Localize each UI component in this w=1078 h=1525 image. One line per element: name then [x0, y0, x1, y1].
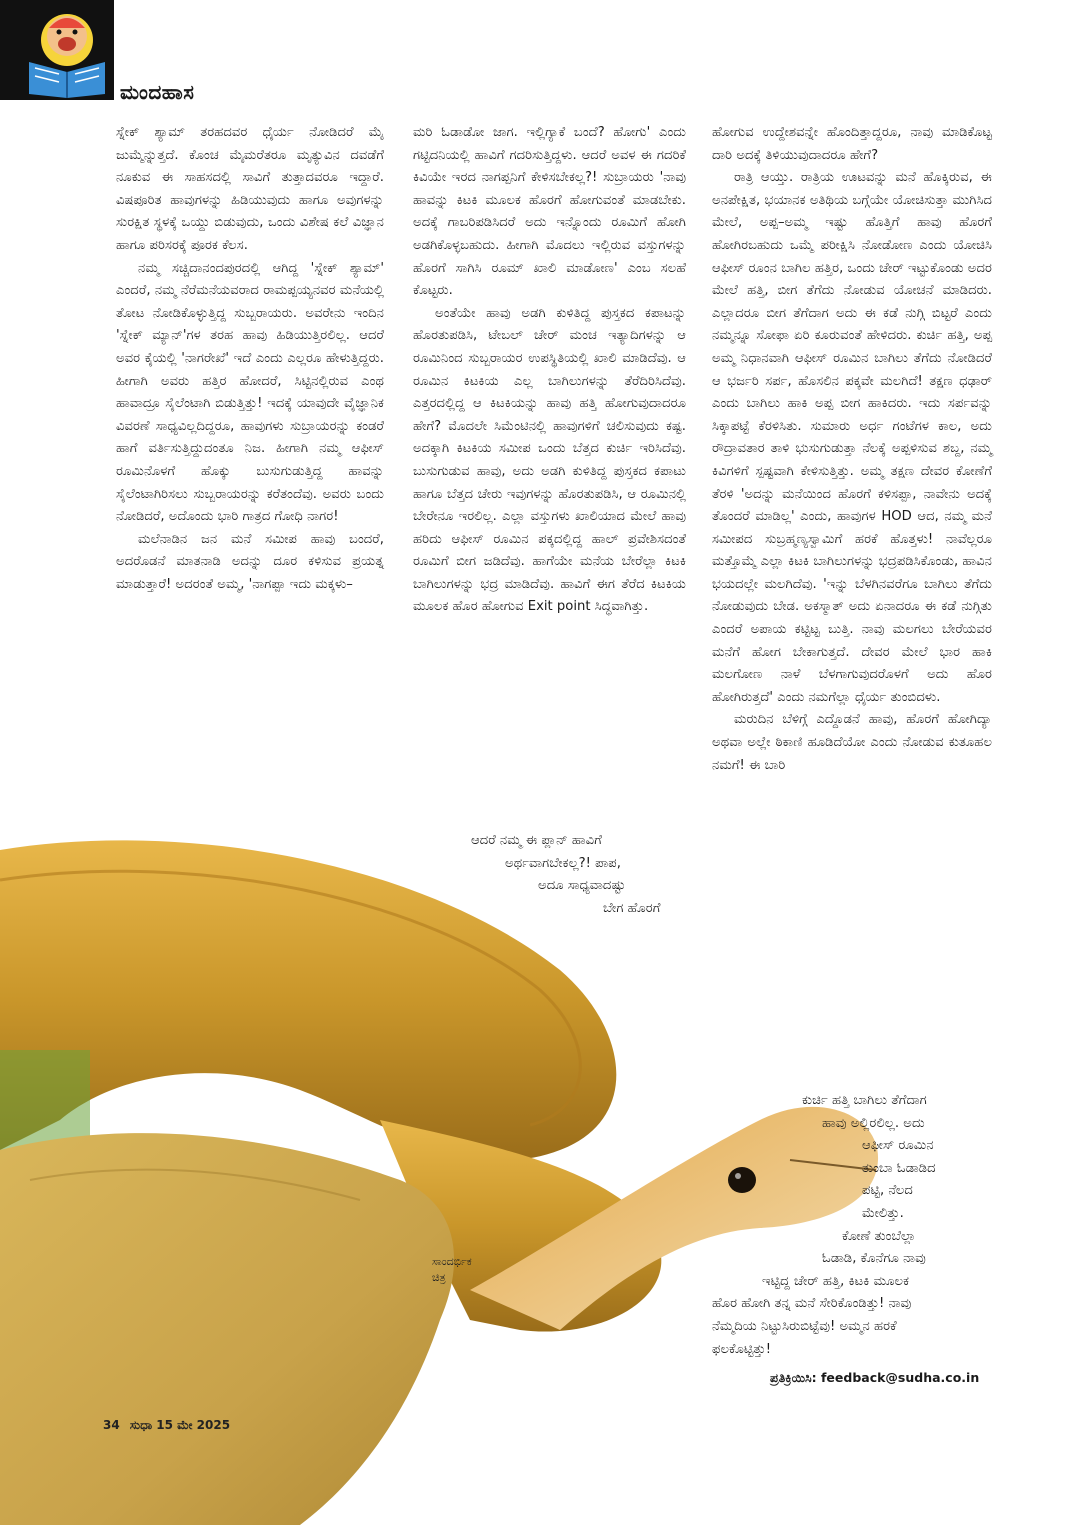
- wrapped-line: ಮೇಲಿತ್ತು.: [862, 1205, 904, 1221]
- section-title: ಮಂದಹಾಸ: [120, 80, 195, 104]
- section-logo: [20, 0, 114, 100]
- wrapped-line: ಆದರೆ ನಮ್ಮ ಈ ಪ್ಲಾನ್ ಹಾವಿಗೆ: [471, 833, 602, 848]
- paragraph: ಹೋಗುವ ಉದ್ದೇಶವನ್ನೇ ಹೊಂದಿತ್ತಾದ್ದರೂ, ನಾವು ಮಾಡಿಕೊಟ್ಟ ದಾರಿ ಅದಕ್ಕೆ ತಿಳಿಯುವುದಾದರೂ ಹೇಗೆ?: [712, 125, 992, 163]
- wrapped-line: ಆಫೀಸ್ ರೂಮಿನ: [862, 1138, 934, 1154]
- laughing-reader-icon: [23, 6, 111, 98]
- paragraph: ಮರುದಿನ ಬೆಳಿಗ್ಗೆ ಎದ್ದೊಡನೆ ಹಾವು, ಹೊರಗೆ ಹೋಗಿದ್ಯಾ ಅಥವಾ ಅಲ್ಲೇ ಠಿಕಾಣಿ ಹೂಡಿದೆಯೋ ಎಂದು ನೋಡುವ ಕುತೂಹಲ ನಮಗೆ! ಈ ಬಾರಿ: [712, 712, 992, 773]
- page-number: 34: [103, 1418, 120, 1432]
- magazine-date: ಸುಧಾ 15 ಮೇ 2025: [129, 1418, 231, 1432]
- article-column-2-wrap: [413, 830, 686, 920]
- wrapped-line: ತುಂಬಾ ಓಡಾಡಿದ: [862, 1160, 936, 1176]
- wrapped-line: ಹೊರ ಹೋಗಿ ತನ್ನ ಮನೆ ಸೇರಿಕೊಂಡಿತ್ತು! ನಾವು: [712, 1296, 912, 1312]
- wrapped-line: ಇಟ್ಟಿದ್ದ ಚೇರ್ ಹತ್ತಿ, ಕಿಟಕಿ ಮೂಲಕ: [762, 1273, 910, 1289]
- feedback-line: ಪ್ರತಿಕ್ರಿಯಿಸಿ: feedback@sudha.co.in: [770, 1370, 980, 1385]
- paragraph: ಮರಿ ಓಡಾಡೋ ಜಾಗ. ಇಲ್ಲಿಗ್ಯಾಕೆ ಬಂದೆ? ಹೋಗು' ಎಂದು ಗಟ್ಟಿದನಿಯಲ್ಲಿ ಹಾವಿಗೆ ಗದರಿಸುತ್ತಿದ್ದಳು. ಆದರೆ ಅವಳ ಈ ಗದರಿಕೆ ಕಿವಿಯೇ ಇರದ ನಾಗಪ್ಪನಿಗೆ ಕೇಳಿಸಬೇಕಲ್ಲ?! ಸುಬ್ರಾಯರು 'ನಾವು ಹಾವನ್ನು ಕಿಟಕಿ ಮೂಲಕ ಹೊರಗೆ ಹೋಗುವಂತೆ ಮಾಡಬೇಕು. ಅದಕ್ಕೆ ಗಾಬರಿಪಡಿಸಿದರೆ ಅದು ಇನ್ನೊಂದು ರೂಮಿಗೆ ಹೋಗಿ ಅಡಗಿಕೊಳ್ಳಬಹುದು. ಹೀಗಾಗಿ ಮೊದಲು ಇಲ್ಲಿರುವ ವಸ್ತುಗಳನ್ನು ಹೊರಗೆ ಸಾಗಿಸಿ ರೂಮ್ ಖಾಲಿ ಮಾಡೋಣ' ಎಂಬ ಸಲಹೆ ಕೊಟ್ಟರು.: [413, 125, 686, 299]
- paragraph: ರಾತ್ರಿ ಆಯ್ತು. ರಾತ್ರಿಯ ಊಟವನ್ನು ಮನೆ ಹೊಕ್ಕಿರುವ, ಈ ಅನಪೇಕ್ಷಿತ, ಭಯಾನಕ ಅತಿಥಿಯ ಬಗ್ಗೆಯೇ ಯೋಚಿಸುತ್ತಾ ಮುಗಿಸಿದ ಮೇಲೆ, ಅಪ್ಪ–ಅಮ್ಮ ಇಷ್ಟು ಹೊತ್ತಿಗೆ ಹಾವು ಹೊರಗೆ ಹೋಗಿರಬಹುದು ಒಮ್ಮೆ ಪರೀಕ್ಷಿಸಿ ನೋಡೋಣ ಎಂದು ಯೋಚಿಸಿ ಆಫೀಸ್ ರೂಂನ ಬಾಗಿಲ ಹತ್ತಿರ, ಒಂದು ಚೇರ್ ಇಟ್ಟುಕೊಂಡು ಅದರ ಮೇಲೆ ಹತ್ತಿ, ಬೀಗ ತೆಗೆದು ನೋಡುವ ಯೋಚನೆ ಮಾಡಿದರು. ಎಲ್ಲಾದರೂ ಬೀಗ ತೆಗೆದಾಗ ಅದು ಈ ಕಡೆ ನುಗ್ಗಿ ಬಿಟ್ಟರೆ ಎಂದು ನಮ್ಮನ್ನೂ ಸೋಫಾ ಏರಿ ಕೂರುವಂತೆ ಹೇಳಿದರು. ಕುರ್ಚಿ ಹತ್ತಿ, ಅಪ್ಪ ಅಮ್ಮ ನಿಧಾನವಾಗಿ ಆಫೀಸ್ ರೂಮಿನ ಬಾಗಿಲು ತೆಗೆದು ನೋಡಿದರೆ ಆ ಭರ್ಜರಿ ಸರ್ಪ, ಹೊಸಲಿನ ಪಕ್ಕವೇ ಮಲಗಿದೆ! ತಕ್ಷಣ ಧಢಾರ್ ಎಂದು ಬಾಗಿಲು ಹಾಕಿ ಅಪ್ಪ ಬೀಗ ಹಾಕಿದರು. ಇದು ಸರ್ಪವನ್ನು ಸಿಕ್ಕಾಪಟ್ಟೆ ಕೆರಳಿಸಿತು. ಸುಮಾರು ಅರ್ಧ ಗಂಟೆಗಳ ಕಾಲ, ಅದು ರೌದ್ರಾವತಾರ ತಾಳಿ ಭುಸುಗುಡುತ್ತಾ ನೆಲಕ್ಕೆ ಅಪ್ಪಳಿಸುವ ಶಬ್ದ, ನಮ್ಮ ಕಿವಿಗಳಿಗೆ ಸ್ಪಷ್ಟವಾಗಿ ಕೇಳಿಸುತ್ತಿತ್ತು. ಅಮ್ಮ ತಕ್ಷಣ ದೇವರ ಕೋಣೆಗೆ ತೆರಳಿ 'ಅದನ್ನು ಮನೆಯಿಂದ ಹೊರಗೆ ಕಳಿಸಪ್ಪಾ, ನಾವೇನು ಅದಕ್ಕೆ ತೊಂದರೆ ಮಾಡಿಲ್ಲ' ಎಂದು, ಹಾವುಗಳ HOD ಆದ, ನಮ್ಮ ಮನೆ ಸಮೀಪದ ಸುಬ್ರಹ್ಮಣ್ಯಸ್ವಾಮಿಗೆ ಹರಕೆ ಹೊತ್ತಳು! ನಾವೆಲ್ಲರೂ ಮತ್ತೊಮ್ಮೆ ಎಲ್ಲಾ ಕಿಟಕಿ ಬಾಗಿಲುಗಳನ್ನು ಭದ್ರಪಡಿಸಿಕೊಂಡು, ಹಾವಿನ ಭಯದಲ್ಲೇ ಮಲಗಿದೆವು. 'ಇನ್ನು ಬೆಳಗಿನವರೆಗೂ ಬಾಗಿಲು ತೆಗೆದು ನೋಡುವುದು ಬೇಡ. ಅಕಸ್ಮಾತ್ ಅದು ಏನಾದರೂ ಈ ಕಡೆ ನುಗ್ಗಿತು ಎಂದರೆ ಅಪಾಯ ಕಟ್ಟಿಟ್ಟ ಬುತ್ತಿ. ನಾವು ಮಲಗಲು ಬೇರೆಯವರ ಮನೆಗೆ ಹೋಗ ಬೇಕಾಗುತ್ತದೆ. ದೇವರ ಮೇಲೆ ಭಾರ ಹಾಕಿ ಮಲಗೋಣ ನಾಳೆ ಬೆಳಗಾಗುವುದರೊಳಗೆ ಅದು ಹೊರ ಹೋಗಿರುತ್ತದೆ' ಎಂದು ನಮಗೆಲ್ಲಾ ಧೈರ್ಯ ತುಂಬಿದಳು.: [712, 170, 992, 705]
- article-column-3: [712, 122, 992, 777]
- wrapped-line: ಬೇಗ ಹೊರಗೆ: [603, 900, 661, 916]
- article-column-3-tail: [712, 1090, 992, 1361]
- paragraph: ಮಲೆನಾಡಿನ ಜನ ಮನೆ ಸಮೀಪ ಹಾವು ಬಂದರೆ, ಅದರೊಡನೆ ಮಾತನಾಡಿ ಅದನ್ನು ದೂರ ಕಳಿಸುವ ಪ್ರಯತ್ನ ಮಾಡುತ್ತಾರೆ! ಅದರಂತೆ ಅಮ್ಮ, 'ನಾಗಪ್ಪಾ ಇದು ಮಕ್ಕಳು–: [116, 531, 384, 592]
- paragraph: ನಮ್ಮ ಸಚ್ಚಿದಾನಂದಪುರದಲ್ಲಿ ಆಗಿದ್ದ 'ಸ್ನೇಕ್ ಶ್ಯಾಮ್' ಎಂದರೆ, ನಮ್ಮ ನೆರೆಮನೆಯವರಾದ ರಾಮಪ್ಪಯ್ಯನವರ ಮನೆಯಲ್ಲಿ ತೋಟ ನೋಡಿಕೊಳ್ಳುತ್ತಿದ್ದ ಸುಬ್ಬರಾಯರು. ಅವರೇನು ಇಂದಿನ 'ಸ್ನೇಕ್ ಮ್ಯಾನ್'ಗಳ ತರಹ ಹಾವು ಹಿಡಿಯುತ್ತಿರಲಿಲ್ಲ. ಆದರೆ ಅವರ ಕೈಯಲ್ಲಿ 'ನಾಗರೇಖೆ' ಇದೆ ಎಂದು ಎಲ್ಲರೂ ಹೇಳುತ್ತಿದ್ದರು. ಹೀಗಾಗಿ ಅವರು ಹತ್ತಿರ ಹೋದರೆ, ಸಿಟ್ಟಿನಲ್ಲಿರುವ ಎಂಥ ಹಾವಾದ್ರೂ ಸೈಲೆಂಟಾಗಿ ಬಿಡುತ್ತಿತ್ತು! ಇದಕ್ಕೆ ಯಾವುದೇ ವೈಜ್ಞಾನಿಕ ವಿವರಣೆ ಸಾಧ್ಯವಿಲ್ಲದಿದ್ದರೂ, ಹಾವುಗಳು ಸುಬ್ರಾಯರನ್ನು ಕಂಡರೆ ಹಾಗೆ ವರ್ತಿಸುತ್ತಿದ್ದುದಂತೂ ನಿಜ. ಹೀಗಾಗಿ ನಮ್ಮ ಆಫೀಸ್ ರೂಮಿನೊಳಗೆ ಹೊಕ್ಕು ಬುಸುಗುಡುತ್ತಿದ್ದ ಹಾವನ್ನು ಸೈಲೆಂಟಾಗಿರಿಸಲು ಸುಬ್ಬರಾಯರನ್ನು ಕರೆತಂದೆವು. ಅವರು ಬಂದು ನೋಡಿದರೆ, ಅದೊಂದು ಭಾರಿ ಗಾತ್ರದ ಗೋಧಿ ನಾಗರ!: [116, 260, 384, 525]
- caption-line: ಚಿತ್ರ: [432, 1271, 446, 1284]
- page-footer: [103, 1418, 230, 1433]
- wrapped-line: ಅರ್ಥವಾಗಬೇಕಲ್ಲ?! ಪಾಪ,: [505, 855, 621, 871]
- wrapped-line: ಕೋಣೆ ತುಂಬೆಲ್ಲಾ: [842, 1228, 916, 1244]
- paragraph: ಅಂತೆಯೇ ಹಾವು ಅಡಗಿ ಕುಳಿತಿದ್ದ ಪುಸ್ತಕದ ಕಪಾಟನ್ನು ಹೊರತುಪಡಿಸಿ, ಟೇಬಲ್ ಚೇರ್ ಮಂಚ ಇತ್ಯಾದಿಗಳನ್ನು ಆ ರೂಮಿನಿಂದ ಸುಬ್ಬರಾಯರ ಉಪಸ್ಥಿತಿಯಲ್ಲಿ ಖಾಲಿ ಮಾಡಿದೆವು. ಆ ರೂಮಿನ ಕಿಟಕಿಯ ಎಲ್ಲ ಬಾಗಿಲುಗಳನ್ನು ತೆರೆದಿರಿಸಿದೆವು. ಎತ್ತರದಲ್ಲಿದ್ದ ಆ ಕಿಟಕಿಯನ್ನು ಹಾವು ಹತ್ತಿ ಹೋಗುವುದಾದರೂ ಹೇಗೆ? ಮೊದಲೇ ಸಿಮೆಂಟಿನಲ್ಲಿ ಹಾವುಗಳಿಗೆ ಚಲಿಸುವುದು ಕಷ್ಟ. ಅದಕ್ಕಾಗಿ ಕಿಟಕಿಯ ಸಮೀಪ ಒಂದು ಬೆತ್ತದ ಕುರ್ಚಿ ಇರಿಸಿದೆವು. ಬುಸುಗುಡುವ ಹಾವು, ಅದು ಅಡಗಿ ಕುಳಿತಿದ್ದ ಪುಸ್ತಕದ ಕಪಾಟು ಹಾಗೂ ಬೆತ್ತದ ಚೇರು ಇವುಗಳನ್ನು ಹೊರತುಪಡಿಸಿ, ಆ ರೂಮಿನಲ್ಲಿ ಬೇರೇನೂ ಇರಲಿಲ್ಲ. ಎಲ್ಲಾ ವಸ್ತುಗಳು ಖಾಲಿಯಾದ ಮೇಲೆ ಹಾವು ಹರಿದು ಆಫೀಸ್ ರೂಮಿನ ಪಕ್ಕದಲ್ಲಿದ್ದ ಹಾಲ್ ಪ್ರವೇಶಿಸದಂತೆ ರೂಮಿಗೆ ಬೀಗ ಜಡಿದೆವು. ಹಾಗೆಯೇ ಮನೆಯ ಬೇರೆಲ್ಲಾ ಕಿಟಕಿ ಬಾಗಿಲುಗಳನ್ನು ಭದ್ರ ಮಾಡಿದೆವು. ಹಾವಿಗೆ ಈಗ ತೆರೆದ ಕಿಟಕಿಯ ಮೂಲಕ ಹೊರ ಹೋಗುವ Exit point ಸಿದ್ಧವಾಗಿತ್ತು.: [413, 305, 686, 615]
- wrapped-line: ಪಟ್ಟಿ, ನೆಲದ: [862, 1183, 913, 1199]
- wrapped-line: ಅದೂ ಸಾಧ್ಯವಾದಷ್ಟು: [538, 878, 626, 894]
- wrapped-line: ಕುರ್ಚಿ ಹತ್ತಿ ಬಾಗಿಲು ತೆಗೆದಾಗ: [802, 1093, 927, 1108]
- wrapped-line: ಹಾವು ಅಲ್ಲಿರಲಿಲ್ಲ. ಅದು: [822, 1115, 925, 1131]
- header-black-bar: [0, 0, 20, 100]
- photo-caption: [432, 1254, 472, 1286]
- wrapped-line: ಓಡಾಡಿ, ಕೊನೆಗೂ ನಾವು: [822, 1251, 926, 1267]
- paragraph: ಸ್ನೇಕ್ ಶ್ಯಾಮ್ ತರಹದವರ ಧೈರ್ಯ ನೋಡಿದರೆ ಮೈ ಜುಮ್ಮೆನ್ನುತ್ತದೆ. ಕೊಂಚ ಮೈಮರೆತರೂ ಮೃತ್ಯುವಿನ ದವಡೆಗೆ ನೂಕುವ ಈ ಸಾಹಸದಲ್ಲಿ ಸಾವಿಗೆ ತುತ್ತಾದವರೂ ಇದ್ದಾರೆ. ವಿಷಪೂರಿತ ಹಾವುಗಳನ್ನು ಹಿಡಿಯುವುದು ಹಾಗೂ ಅವುಗಳನ್ನು ಸುರಕ್ಷಿತ ಸ್ಥಳಕ್ಕೆ ಒಯ್ದು ಬಿಡುವುದು, ಒಂದು ವಿಶೇಷ ಕಲೆ ವಿಜ್ಞಾನ ಹಾಗೂ ಪರಿಸರಕ್ಕೆ ಪೂರಕ ಕೆಲಸ.: [116, 125, 384, 253]
- caption-line: ಸಾಂದರ್ಭಿಕ: [432, 1255, 472, 1268]
- article-column-1: [116, 122, 384, 596]
- wrapped-line: ಫಲಕೊಟ್ಟಿತ್ತು!: [712, 1341, 772, 1357]
- article-column-2: [413, 122, 686, 619]
- wrapped-line: ನೆಮ್ಮದಿಯ ನಿಟ್ಟುಸಿರುಬಿಟ್ಟೆವು! ಅಮ್ಮನ ಹರಕೆ: [712, 1318, 897, 1334]
